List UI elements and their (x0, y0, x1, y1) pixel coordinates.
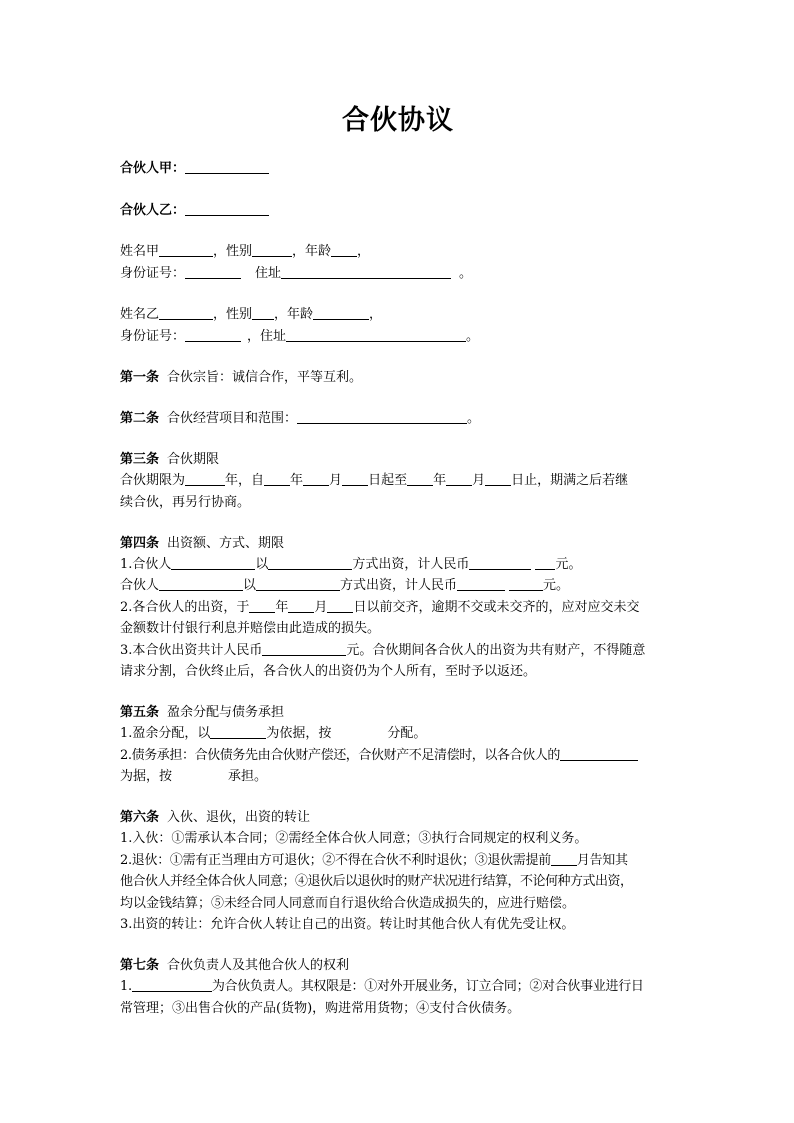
contrib-1-amount-blank-2[interactable] (535, 555, 555, 570)
id-b-label: 身份证号： (120, 329, 186, 344)
party-b-blank[interactable] (185, 201, 269, 216)
deadline-label: 2.各合伙人的出资，于 (120, 600, 250, 615)
person-b-line-2 (120, 326, 676, 348)
debt-by-label: 为据，按 (120, 769, 173, 784)
article-7-heading-line (120, 955, 676, 977)
article-4-line-6: 请求分割，合伙终止后，各合伙人的出资仍为个人所有，至时予以返还。 (120, 664, 537, 679)
contrib-1-label: 1.合伙人 (120, 557, 172, 572)
total-capital-label: 3.本合伙出资共计人民币 (120, 643, 263, 658)
total-capital-text: 元。合伙期间各合伙人的出资为共有财产，不得随意 (346, 643, 646, 658)
article-5-line-3 (120, 766, 676, 788)
debt-end: 承担。 (228, 769, 268, 784)
start-day-blank[interactable] (342, 471, 368, 486)
end-day-blank[interactable] (485, 471, 511, 486)
article-6-line-1: 1.入伙：①需承认本合同；②需经全体合伙人同意；③执行合同规定的权利义务。 (120, 831, 588, 846)
article-2-text: 合伙经营项目和范围： (167, 411, 298, 426)
person-b-tail: ， (369, 307, 383, 322)
id-a-blank[interactable] (185, 264, 241, 279)
contrib-2-method-blank[interactable] (256, 576, 340, 591)
article-7-heading: 第七条 (120, 958, 160, 973)
article-6-line-3: 他合伙人并经全体合伙人同意；④退伙后以退伙时的财产状况进行结算，不论何种方式出资， (120, 874, 633, 889)
deadline-day-blank[interactable] (327, 598, 353, 613)
total-capital-blank[interactable] (262, 641, 346, 656)
gender-b-label: ，性别 (213, 307, 253, 322)
start-month-label: 月 (329, 473, 343, 488)
article-6-line-2 (120, 850, 676, 872)
contrib-2-label: 合伙人 (120, 578, 160, 593)
start-month-blank[interactable] (303, 471, 329, 486)
deadline-month-blank[interactable] (288, 598, 314, 613)
profit-label: 1.盈余分配，以 (120, 726, 211, 741)
person-a-line-1 (120, 241, 676, 263)
article-1-text: 合伙宗旨：诚信合作，平等互利。 (167, 370, 363, 385)
addr-a-blank[interactable] (281, 264, 451, 279)
contrib-1-method-blank[interactable] (268, 555, 352, 570)
person-a-line-2 (120, 263, 676, 285)
start-year-label: 年 (290, 473, 304, 488)
article-5-heading-line (120, 702, 676, 724)
article-4-line-1 (120, 554, 676, 576)
article-5-line-1 (120, 723, 676, 745)
article-6-line-4: 均以金钱结算；⑤未经合同人同意而自行退伙给合伙造成损失的，应进行赔偿。 (120, 896, 576, 911)
article-3-heading: 第三条 (120, 452, 160, 467)
term-label: 合伙期限为 (120, 473, 186, 488)
article-7-line-1 (120, 976, 676, 998)
age-a-blank[interactable] (331, 242, 357, 257)
article-2 (120, 408, 676, 430)
name-a-blank[interactable] (159, 242, 213, 257)
start-year-blank[interactable] (264, 471, 290, 486)
debt-text: 2.债务承担：合伙债务先由合伙财产偿还，合伙财产不足清偿时，以各合伙人的 (120, 748, 561, 763)
party-a-blank[interactable] (185, 159, 269, 174)
article-4-heading-line (120, 533, 676, 555)
person-b-end: 。 (466, 329, 480, 344)
article-1 (120, 367, 676, 389)
document-title: 合伙协议 (342, 105, 454, 136)
article-4-line-2 (120, 575, 676, 597)
contrib-2-amount-label: 方式出资，计人民币 (340, 578, 458, 593)
person-a-tail: ， (357, 244, 371, 259)
article-2-end: 。 (467, 411, 481, 426)
addr-a-label: 住址 (255, 266, 282, 281)
debt-basis-blank[interactable] (560, 746, 638, 761)
article-6-title: 入伙、退伙，出资的转让 (167, 810, 311, 825)
name-b-label: 姓名乙 (120, 307, 160, 322)
business-scope-blank[interactable] (297, 409, 467, 424)
article-7-title: 合伙负责人及其他合伙人的权利 (167, 958, 350, 973)
contrib-2-amount-blank[interactable] (457, 576, 505, 591)
addr-b-blank[interactable] (286, 327, 466, 342)
person-b-line-1 (120, 304, 676, 326)
contrib-2-amount-blank-2[interactable] (509, 576, 543, 591)
profit-by-label: 为依据，按 (266, 726, 332, 741)
id-b-blank[interactable] (185, 327, 241, 342)
deadline-month-label: 月 (314, 600, 328, 615)
withdraw-text: 2.退伙：①需有正当理由方可退伙；②不得在合伙不利时退伙；③退伙需提前 (120, 853, 551, 868)
contrib-1-amount-blank[interactable] (469, 555, 531, 570)
article-6-heading: 第六条 (120, 810, 160, 825)
withdraw-notice-end: 月告知其 (576, 853, 628, 868)
deadline-year-label: 年 (275, 600, 289, 615)
age-a-label: ，年龄 (292, 244, 332, 259)
contrib-1-unit: 元。 (555, 557, 582, 572)
party-b-label: 合伙人乙： (120, 203, 186, 218)
article-4-line-4: 金额数计付银行利息并赔偿由此造成的损失。 (120, 621, 381, 636)
term-years-blank[interactable] (185, 471, 225, 486)
gender-b-blank[interactable] (252, 305, 274, 320)
name-a-label: 姓名甲 (120, 244, 160, 259)
article-4-title: 出资额、方式、期限 (167, 536, 285, 551)
article-6-line-5: 3.出资的转让：允许合伙人转让自己的出资。转让时其他合伙人有优先受让权。 (120, 917, 575, 932)
term-from-label: 年，自 (225, 473, 265, 488)
party-a-label: 合伙人甲： (120, 161, 186, 176)
article-5-heading: 第五条 (120, 705, 160, 720)
end-day-label: 日止，期满之后若继 (511, 473, 629, 488)
name-b-blank[interactable] (159, 305, 213, 320)
end-year-blank[interactable] (407, 471, 433, 486)
withdraw-notice-blank[interactable] (551, 851, 577, 866)
profit-end: 分配。 (387, 726, 427, 741)
gender-a-label: ，性别 (213, 244, 253, 259)
article-3-title: 合伙期限 (167, 452, 220, 467)
id-a-label: 身份证号： (120, 266, 186, 281)
contrib-2-partner-blank[interactable] (159, 576, 243, 591)
end-month-blank[interactable] (446, 471, 472, 486)
age-b-label: ，年龄 (274, 307, 314, 322)
contrib-2-unit: 元。 (543, 578, 570, 593)
article-3-heading-line (120, 449, 676, 471)
article-6-heading-line (120, 807, 676, 829)
contrib-1-partner-blank[interactable] (171, 555, 255, 570)
article-4-heading: 第四条 (120, 536, 160, 551)
addr-b-label: ，住址 (247, 329, 287, 344)
article-4-line-5 (120, 640, 676, 662)
start-day-label: 日起至 (368, 473, 408, 488)
article-5-title: 盈余分配与债务承担 (167, 705, 285, 720)
manager-text: 为合伙负责人。其权限是：①对外开展业务，订立合同；②对合伙事业进行日 (211, 979, 644, 994)
deadline-text: 日以前交齐，逾期不交或未交齐的，应对应交未交 (353, 600, 640, 615)
party-a-line (120, 158, 676, 180)
article-2-heading: 第二条 (120, 411, 160, 426)
age-b-blank[interactable] (313, 305, 369, 320)
contrib-1-by-label: 以 (255, 557, 269, 572)
end-month-label: 月 (472, 473, 486, 488)
article-1-heading: 第一条 (120, 370, 160, 385)
manager-blank[interactable] (132, 977, 212, 992)
manager-label: 1. (120, 979, 132, 994)
article-5-line-2 (120, 745, 676, 767)
end-year-label: 年 (433, 473, 447, 488)
contrib-2-by-label: 以 (243, 578, 257, 593)
gender-a-blank[interactable] (252, 242, 292, 257)
profit-basis-blank[interactable] (210, 724, 266, 739)
article-3-line-1 (120, 470, 676, 492)
contrib-1-amount-label: 方式出资，计人民币 (352, 557, 470, 572)
article-7-line-2: 常管理；③出售合伙的产品(货物)，购进常用货物；④支付合伙债务。 (120, 1001, 521, 1016)
person-a-end: 。 (459, 266, 473, 281)
article-4-line-3 (120, 597, 676, 619)
party-b-line (120, 200, 676, 222)
article-3-line-2: 续合伙，再另行协商。 (120, 495, 251, 510)
deadline-year-blank[interactable] (249, 598, 275, 613)
